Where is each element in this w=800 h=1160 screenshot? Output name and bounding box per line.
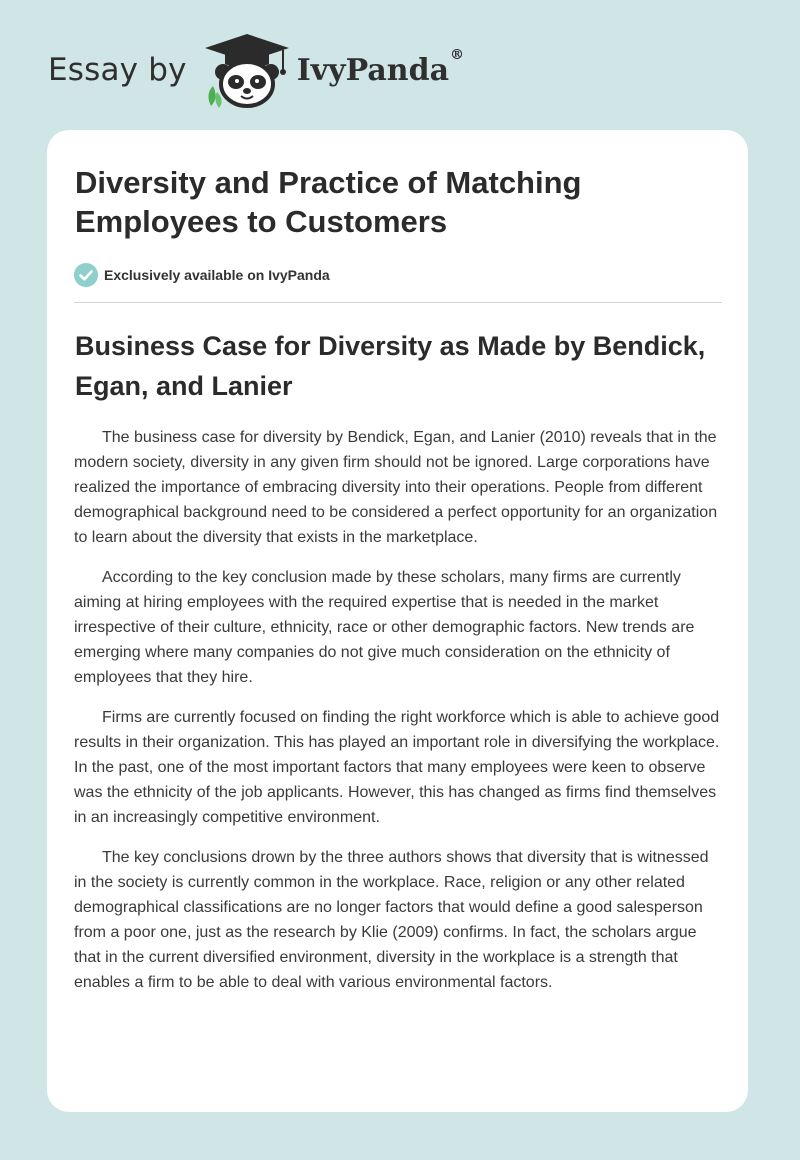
article-card	[47, 130, 748, 1112]
essay-by-label: Essay by	[48, 52, 187, 88]
paragraph: The key conclusions drown by the three authors shows that diversity that is witnessed in the society is currently common in the workplace. Race, religion or any other related demographical classifications are no longer factors that would define a good salesperson from a poor one, just as the research by Klie (2009) confirms. In fact, the scholars argue that in the current diversified environment, diversity in the workplace is a strength that enables a firm to be able to deal with various environmental factors.	[74, 849, 709, 991]
site-header	[48, 30, 464, 110]
panda-graduate-icon	[203, 30, 291, 110]
exclusive-badge	[74, 263, 330, 287]
section-heading: Business Case for Diversity as Made by Bendick, Egan, and Lanier	[75, 331, 706, 401]
paragraph: The business case for diversity by Bendick, Egan, and Lanier (2010) reveals that in the modern society, diversity in any given firm should not be ignored. Large corporations have realized the importance of embracing diversity into their operations. People from different demographical background need to be considered a perfect opportunity for an organization to learn about the diversity that exists in the marketplace.	[74, 429, 718, 546]
brand-name: IvyPanda®	[296, 46, 465, 88]
registered-mark: ®	[450, 46, 465, 63]
exclusive-label: Exclusively available on IvyPanda	[104, 267, 330, 283]
paragraph: Firms are currently focused on finding the right workforce which is able to achieve good results in their organization. This has played an important role in diversifying the workplace. In the past, one of the most important factors that many employees were keen to observe was the ethnicity of the job applicants. However, this has changed as firms find themselves in an increasingly competitive environment.	[74, 709, 720, 826]
check-circle-icon	[74, 263, 98, 287]
paragraph: According to the key conclusion made by these scholars, many firms are currently aiming at hiring employees with the required expertise that is needed in the market irrespective of their culture, ethnicity, race or other demographic factors. New trends are emerging where many companies do not give much consideration on the ethnicity of employees that they hire.	[74, 569, 695, 686]
divider	[74, 302, 722, 303]
page-title: Diversity and Practice of Matching Employees to Customers	[75, 165, 582, 239]
article-body	[74, 425, 724, 1010]
